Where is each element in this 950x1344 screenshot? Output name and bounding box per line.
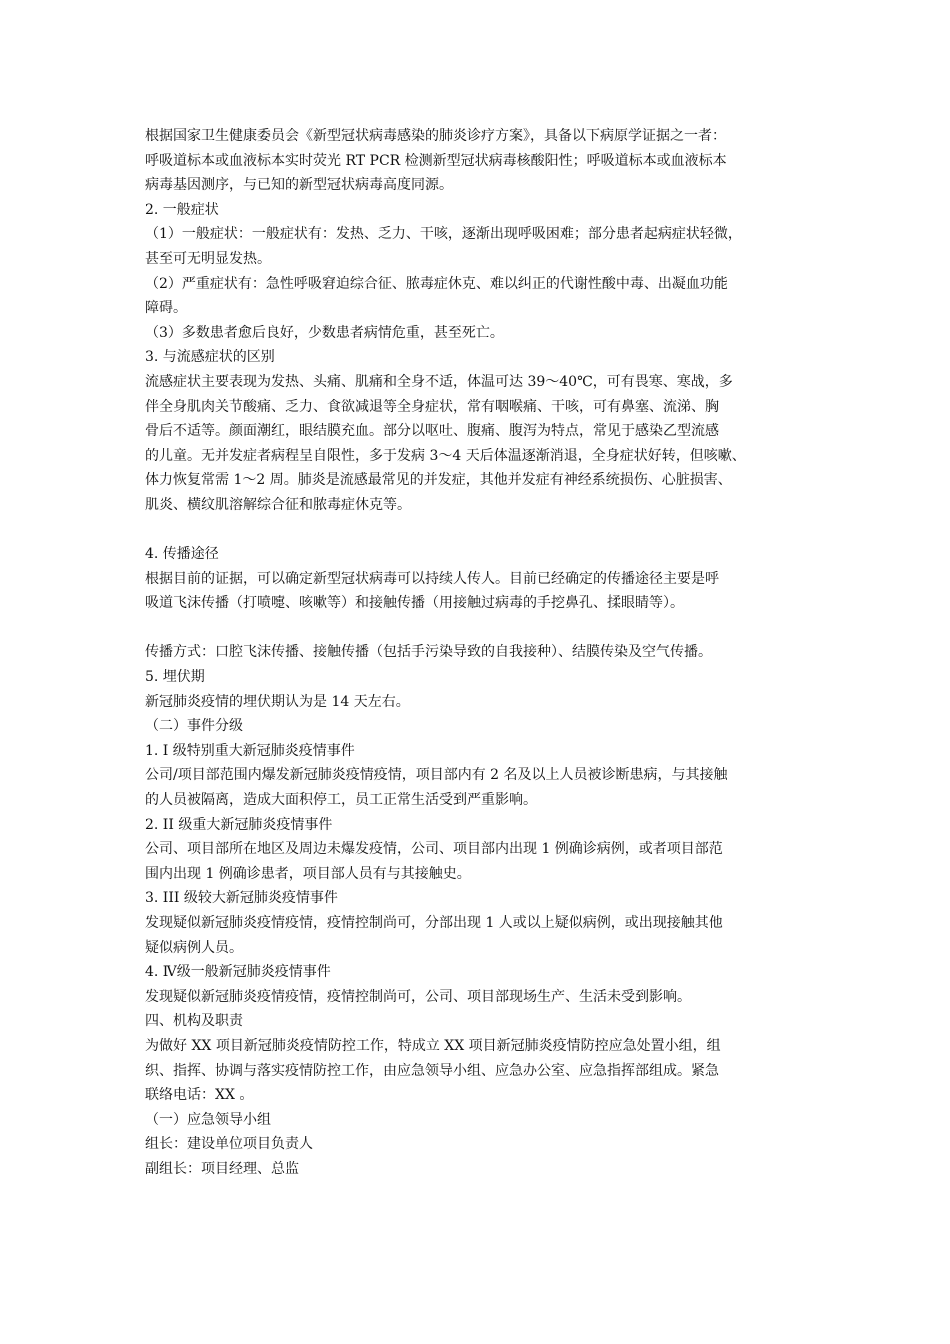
paragraph-line: 伴全身肌肉关节酸痛、乏力、食欲减退等全身症状，常有咽喉痛、干咳，可有鼻塞、流涕、胸: [145, 398, 719, 415]
paragraph-line: 障碍。: [145, 300, 187, 317]
paragraph-line: 根据目前的证据，可以确定新型冠状病毒可以持续人传人。目前已经确定的传播途径主要是呼: [145, 570, 719, 587]
paragraph-line: 病毒基因测序，与已知的新型冠状病毒高度同源。: [145, 177, 453, 194]
paragraph-line: 织、指挥、协调与落实疫情防控工作，由应急领导小组、应急办公室、应急指挥部组成。紧急: [145, 1062, 719, 1079]
paragraph-line: 联络电话：XX 。: [145, 1087, 254, 1104]
paragraph-line: 体力恢复常需 1～2 周。肺炎是流感最常见的并发症，其他并发症有神经系统损伤、心脏损害、: [145, 472, 732, 489]
paragraph-line: 甚至可无明显发热。: [145, 250, 271, 267]
paragraph-line: 根据国家卫生健康委员会《新型冠状病毒感染的肺炎诊疗方案》，具备以下病原学证据之一者：: [145, 128, 726, 144]
paragraph-line: 发现疑似新冠肺炎疫情疫情，疫情控制尚可，公司、项目部现场生产、生活未受到影响。: [145, 988, 691, 1005]
section-heading: 2. 一般症状: [145, 201, 219, 218]
section-heading: 5. 埋伏期: [145, 669, 205, 686]
blank-line: [145, 616, 825, 641]
paragraph-line: （1）一般症状：一般症状有：发热、乏力、干咳，逐渐出现呼吸困难；部分患者起病症状轻微，: [145, 226, 742, 243]
paragraph-line: 流感症状主要表现为发热、头痛、肌痛和全身不适，体温可达 39～40℃，可有畏寒、寒战，多: [145, 373, 733, 390]
section-heading: （一）应急领导小组: [145, 1111, 271, 1128]
paragraph-line: （3）多数患者愈后良好，少数患者病情危重，甚至死亡。: [145, 324, 504, 341]
section-heading: 4. Ⅳ级一般新冠肺炎疫情事件: [145, 964, 331, 981]
section-heading: 2. II 级重大新冠肺炎疫情事件: [145, 816, 333, 833]
paragraph-line: 为做好 XX 项目新冠肺炎疫情防控工作，特成立 XX 项目新冠肺炎疫情防控应急处置小组，组: [145, 1037, 721, 1054]
paragraph-line: 疑似病例人员。: [145, 939, 243, 956]
paragraph-line: 肌炎、横纹肌溶解综合征和脓毒症休克等。: [145, 496, 411, 513]
section-heading: 1. I 级特别重大新冠肺炎疫情事件: [145, 742, 355, 759]
paragraph-line: 围内出现 1 例确诊患者，项目部人员有与其接触史。: [145, 865, 471, 882]
paragraph-line: 副组长：项目经理、总监: [145, 1160, 299, 1177]
section-heading: （二）事件分级: [145, 718, 243, 735]
section-heading: 3. III 级较大新冠肺炎疫情事件: [145, 890, 338, 907]
paragraph-line: 新冠肺炎疫情的埋伏期认为是 14 天左右。: [145, 693, 410, 710]
document-body: [145, 124, 825, 1182]
paragraph-line: 骨后不适等。颜面潮红，眼结膜充血。部分以呕吐、腹痛、腹泻为特点，常见于感染乙型流感: [145, 423, 719, 440]
paragraph-line: 吸道飞沫传播（打喷嚏、咳嗽等）和接触传播（用接触过病毒的手挖鼻孔、揉眼睛等）。: [145, 595, 684, 612]
paragraph-line: 组长：建设单位项目负责人: [145, 1136, 313, 1153]
section-heading: 四、机构及职责: [145, 1013, 243, 1030]
paragraph-line: 公司、项目部所在地区及周边未爆发疫情，公司、项目部内出现 1 例确诊病例，或者项目部范: [145, 841, 723, 858]
paragraph-line: 传播方式：口腔飞沫传播、接触传播（包括手污染导致的自我接种）、结膜传染及空气传播。: [145, 644, 712, 661]
paragraph-line: 发现疑似新冠肺炎疫情疫情，疫情控制尚可，分部出现 1 人或以上疑似病例，或出现接触其他: [145, 915, 723, 931]
paragraph-line: 呼吸道标本或血液标本实时荧光 RT PCR 检测新型冠状病毒核酸阳性；呼吸道标本或血液标本: [145, 152, 727, 169]
paragraph-line: 的儿童。无并发症者病程呈自限性，多于发病 3～4 天后体温逐渐消退，全身症状好转，但咳嗽、: [145, 447, 746, 464]
paragraph-line: 公司/项目部范围内爆发新冠肺炎疫情疫情，项目部内有 2 名及以上人员被诊断患病，与其接触: [145, 767, 728, 784]
section-heading: 4. 传播途径: [145, 546, 219, 563]
blank-line: [145, 518, 825, 543]
paragraph-line: （2）严重症状有：急性呼吸窘迫综合征、脓毒症休克、难以纠正的代谢性酸中毒、出凝血功能: [145, 275, 728, 292]
paragraph-line: 的人员被隔离，造成大面积停工，员工正常生活受到严重影响。: [145, 792, 537, 809]
section-heading: 3. 与流感症状的区别: [145, 349, 275, 366]
